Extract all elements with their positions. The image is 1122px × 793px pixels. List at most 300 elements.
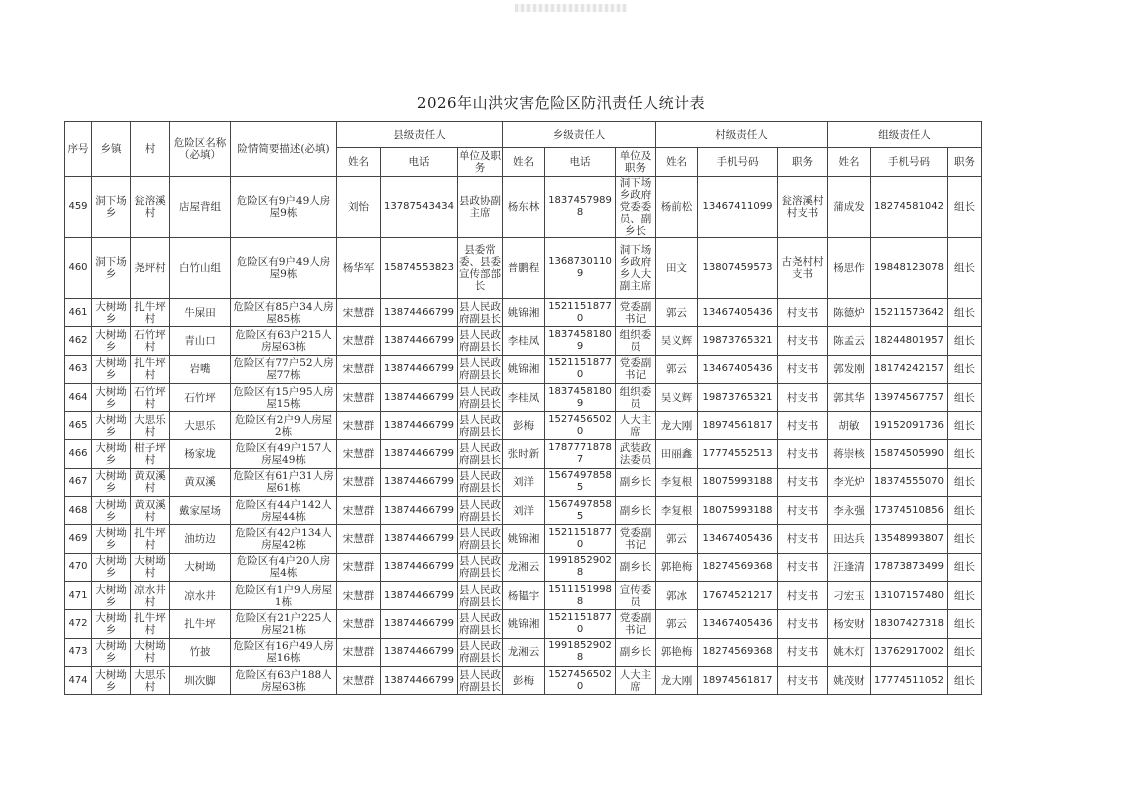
cell-group-duty: 组长 bbox=[948, 581, 982, 609]
cell-township-name: 姚锦湘 bbox=[503, 525, 545, 553]
cell-zone: 圳次脚 bbox=[170, 666, 231, 694]
cell-group-mobile: 17873873499 bbox=[871, 553, 948, 581]
cell-group-duty: 组长 bbox=[948, 412, 982, 440]
cell-village: 大树坳村 bbox=[131, 638, 170, 666]
cell-township-unit: 人大主席 bbox=[616, 412, 656, 440]
cell-group-duty: 组长 bbox=[948, 525, 982, 553]
cell-township-name: 姚锦湘 bbox=[503, 299, 545, 327]
table-body bbox=[65, 177, 982, 695]
cell-group-name: 蒋崇核 bbox=[828, 440, 871, 468]
cell-zone: 戴家屋场 bbox=[170, 497, 231, 525]
cell-group-duty: 组长 bbox=[948, 327, 982, 355]
cell-town: 大树坳乡 bbox=[92, 440, 131, 468]
cell-seq: 462 bbox=[65, 327, 92, 355]
cell-county-name: 宋慧群 bbox=[337, 525, 381, 553]
cell-group-name: 陈德炉 bbox=[828, 299, 871, 327]
cell-seq: 459 bbox=[65, 177, 92, 238]
cell-county-name: 宋慧群 bbox=[337, 553, 381, 581]
cell-township-name: 张时新 bbox=[503, 440, 545, 468]
cell-town: 大树坳乡 bbox=[92, 497, 131, 525]
cell-village-mobile: 13467405436 bbox=[698, 525, 778, 553]
cell-village: 扎牛坪村 bbox=[131, 355, 170, 383]
cell-group-mobile: 19152091736 bbox=[871, 412, 948, 440]
cell-village: 黄双溪村 bbox=[131, 468, 170, 496]
header-county-unit: 单位及职务 bbox=[458, 148, 503, 177]
cell-town: 洞下场乡 bbox=[92, 177, 131, 238]
cell-village-name: 李复根 bbox=[656, 468, 698, 496]
cell-group-mobile: 18244801957 bbox=[871, 327, 948, 355]
cell-seq: 468 bbox=[65, 497, 92, 525]
cell-county-unit: 县人民政府副县长 bbox=[458, 525, 503, 553]
cell-county-phone: 13874466799 bbox=[381, 610, 458, 638]
cell-county-name: 宋慧群 bbox=[337, 440, 381, 468]
cell-village-name: 吴义辉 bbox=[656, 383, 698, 411]
cell-county-name: 宋慧群 bbox=[337, 327, 381, 355]
cell-village-mobile: 17774552513 bbox=[698, 440, 778, 468]
cell-township-name: 彭梅 bbox=[503, 412, 545, 440]
header-group-duty: 职务 bbox=[948, 148, 982, 177]
cell-village-duty: 村支书 bbox=[778, 525, 828, 553]
cell-village-name: 杨前松 bbox=[656, 177, 698, 238]
cell-county-name: 宋慧群 bbox=[337, 299, 381, 327]
scan-artifact bbox=[515, 4, 627, 12]
cell-township-unit: 洞下场乡政府党委委员、副乡长 bbox=[616, 177, 656, 238]
cell-county-unit: 县人民政府副县长 bbox=[458, 383, 503, 411]
cell-village-mobile: 13807459573 bbox=[698, 238, 778, 299]
cell-county-name: 宋慧群 bbox=[337, 581, 381, 609]
cell-county-name: 宋慧群 bbox=[337, 412, 381, 440]
cell-township-phone: 17877718787 bbox=[545, 440, 616, 468]
cell-group-duty: 组长 bbox=[948, 497, 982, 525]
cell-group-mobile: 15211573642 bbox=[871, 299, 948, 327]
cell-village-duty: 村支书 bbox=[778, 666, 828, 694]
cell-village: 扎牛坪村 bbox=[131, 610, 170, 638]
cell-town: 大树坳乡 bbox=[92, 383, 131, 411]
cell-county-name: 宋慧群 bbox=[337, 638, 381, 666]
cell-group-name: 汪逢清 bbox=[828, 553, 871, 581]
cell-village: 大思乐村 bbox=[131, 666, 170, 694]
cell-seq: 464 bbox=[65, 383, 92, 411]
cell-village-name: 田丽鑫 bbox=[656, 440, 698, 468]
cell-zone: 竹披 bbox=[170, 638, 231, 666]
cell-town: 大树坳乡 bbox=[92, 638, 131, 666]
cell-group-name: 郭其华 bbox=[828, 383, 871, 411]
cell-desc: 危险区有15户95人房屋15栋 bbox=[231, 383, 337, 411]
cell-township-name: 刘洋 bbox=[503, 468, 545, 496]
cell-county-phone: 13874466799 bbox=[381, 327, 458, 355]
header-county-name: 姓名 bbox=[337, 148, 381, 177]
cell-county-phone: 13874466799 bbox=[381, 581, 458, 609]
cell-zone: 青山口 bbox=[170, 327, 231, 355]
cell-seq: 466 bbox=[65, 440, 92, 468]
cell-village-mobile: 18075993188 bbox=[698, 468, 778, 496]
cell-township-phone: 15211518770 bbox=[545, 355, 616, 383]
cell-county-phone: 13874466799 bbox=[381, 497, 458, 525]
cell-county-unit: 县人民政府副县长 bbox=[458, 497, 503, 525]
cell-desc: 危险区有49户157人房屋49栋 bbox=[231, 440, 337, 468]
cell-desc: 危险区有85户34人房屋85栋 bbox=[231, 299, 337, 327]
table-row bbox=[65, 666, 982, 694]
cell-township-phone: 15674978585 bbox=[545, 497, 616, 525]
cell-village: 黄双溪村 bbox=[131, 497, 170, 525]
cell-town: 大树坳乡 bbox=[92, 610, 131, 638]
cell-county-name: 宋慧群 bbox=[337, 355, 381, 383]
cell-village-name: 龙大刚 bbox=[656, 412, 698, 440]
cell-township-name: 姚锦湘 bbox=[503, 610, 545, 638]
cell-village: 瓮溶溪村 bbox=[131, 177, 170, 238]
cell-township-name: 姚锦湘 bbox=[503, 355, 545, 383]
cell-group-mobile: 18374555070 bbox=[871, 468, 948, 496]
cell-county-unit: 县人民政府副县长 bbox=[458, 468, 503, 496]
cell-group-mobile: 13107157480 bbox=[871, 581, 948, 609]
cell-township-phone: 19918529028 bbox=[545, 638, 616, 666]
cell-group-mobile: 18307427318 bbox=[871, 610, 948, 638]
cell-county-name: 宋慧群 bbox=[337, 610, 381, 638]
cell-town: 大树坳乡 bbox=[92, 468, 131, 496]
cell-seq: 465 bbox=[65, 412, 92, 440]
cell-county-unit: 县政协副主席 bbox=[458, 177, 503, 238]
table-row bbox=[65, 299, 982, 327]
cell-desc: 危险区有16户49人房屋16栋 bbox=[231, 638, 337, 666]
cell-township-unit: 人大主席 bbox=[616, 666, 656, 694]
header-group-name: 姓名 bbox=[828, 148, 871, 177]
cell-village-duty: 村支书 bbox=[778, 497, 828, 525]
cell-township-name: 龙湘云 bbox=[503, 638, 545, 666]
cell-village-mobile: 13467405436 bbox=[698, 299, 778, 327]
cell-town: 大树坳乡 bbox=[92, 525, 131, 553]
cell-township-name: 龙湘云 bbox=[503, 553, 545, 581]
cell-group-duty: 组长 bbox=[948, 440, 982, 468]
table-row bbox=[65, 497, 982, 525]
header-village-name: 姓名 bbox=[656, 148, 698, 177]
cell-village-name: 吴义辉 bbox=[656, 327, 698, 355]
cell-village-name: 郭冰 bbox=[656, 581, 698, 609]
cell-township-unit: 洞下场乡政府乡人大副主席 bbox=[616, 238, 656, 299]
cell-township-unit: 武装政法委员 bbox=[616, 440, 656, 468]
cell-zone: 油坊边 bbox=[170, 525, 231, 553]
cell-group-name: 杨安财 bbox=[828, 610, 871, 638]
cell-village-duty: 村支书 bbox=[778, 355, 828, 383]
responsibility-table bbox=[64, 121, 982, 695]
cell-township-phone: 15211518770 bbox=[545, 299, 616, 327]
header-township-unit: 单位及职务 bbox=[616, 148, 656, 177]
cell-group-duty: 组长 bbox=[948, 553, 982, 581]
header-county-phone: 电话 bbox=[381, 148, 458, 177]
cell-town: 大树坳乡 bbox=[92, 581, 131, 609]
cell-group-duty: 组长 bbox=[948, 383, 982, 411]
cell-township-phone: 13687301109 bbox=[545, 238, 616, 299]
cell-village-mobile: 13467405436 bbox=[698, 355, 778, 383]
cell-village-name: 郭艳梅 bbox=[656, 638, 698, 666]
cell-township-name: 李桂凤 bbox=[503, 383, 545, 411]
cell-group-mobile: 15874505990 bbox=[871, 440, 948, 468]
cell-town: 大树坳乡 bbox=[92, 327, 131, 355]
cell-village: 石竹坪村 bbox=[131, 383, 170, 411]
cell-group-duty: 组长 bbox=[948, 177, 982, 238]
header-seq: 序号 bbox=[65, 122, 92, 177]
cell-zone: 白竹山组 bbox=[170, 238, 231, 299]
cell-zone: 扎牛坪 bbox=[170, 610, 231, 638]
header-village-duty: 职务 bbox=[778, 148, 828, 177]
cell-group-duty: 组长 bbox=[948, 355, 982, 383]
cell-township-unit: 党委副书记 bbox=[616, 525, 656, 553]
cell-group-name: 郭发刚 bbox=[828, 355, 871, 383]
cell-village-name: 郭艳梅 bbox=[656, 553, 698, 581]
cell-village-name: 李复根 bbox=[656, 497, 698, 525]
cell-zone: 岩嘴 bbox=[170, 355, 231, 383]
cell-village-name: 田文 bbox=[656, 238, 698, 299]
cell-township-phone: 15674978585 bbox=[545, 468, 616, 496]
cell-county-unit: 县人民政府副县长 bbox=[458, 327, 503, 355]
cell-desc: 危险区有44户142人房屋44栋 bbox=[231, 497, 337, 525]
cell-village-duty: 村支书 bbox=[778, 412, 828, 440]
cell-seq: 471 bbox=[65, 581, 92, 609]
cell-village: 扎牛坪村 bbox=[131, 525, 170, 553]
header-group: 组级责任人 bbox=[828, 122, 982, 148]
cell-group-mobile: 17374510856 bbox=[871, 497, 948, 525]
cell-desc: 危险区有4户20人房屋4栋 bbox=[231, 553, 337, 581]
cell-county-unit: 县人民政府副县长 bbox=[458, 581, 503, 609]
cell-county-phone: 13874466799 bbox=[381, 553, 458, 581]
cell-village-duty: 瓮溶溪村村支书 bbox=[778, 177, 828, 238]
table-row bbox=[65, 581, 982, 609]
cell-town: 洞下场乡 bbox=[92, 238, 131, 299]
cell-desc: 危险区有63户188人房屋63栋 bbox=[231, 666, 337, 694]
table-row bbox=[65, 610, 982, 638]
cell-township-unit: 副乡长 bbox=[616, 497, 656, 525]
cell-village-mobile: 18274569368 bbox=[698, 553, 778, 581]
cell-group-mobile: 17774511052 bbox=[871, 666, 948, 694]
cell-county-unit: 县人民政府副县长 bbox=[458, 299, 503, 327]
cell-town: 大树坳乡 bbox=[92, 412, 131, 440]
cell-village-mobile: 18274569368 bbox=[698, 638, 778, 666]
cell-village-duty: 村支书 bbox=[778, 383, 828, 411]
cell-village-duty: 村支书 bbox=[778, 299, 828, 327]
cell-village: 扎牛坪村 bbox=[131, 299, 170, 327]
table-row bbox=[65, 440, 982, 468]
cell-village: 石竹坪村 bbox=[131, 327, 170, 355]
cell-township-phone: 15274565020 bbox=[545, 412, 616, 440]
cell-desc: 危险区有1户9人房屋1栋 bbox=[231, 581, 337, 609]
cell-township-unit: 组织委员 bbox=[616, 383, 656, 411]
cell-county-name: 宋慧群 bbox=[337, 497, 381, 525]
cell-town: 大树坳乡 bbox=[92, 553, 131, 581]
cell-county-phone: 13874466799 bbox=[381, 638, 458, 666]
cell-village-mobile: 18075993188 bbox=[698, 497, 778, 525]
cell-village-mobile: 18974561817 bbox=[698, 666, 778, 694]
cell-group-duty: 组长 bbox=[948, 666, 982, 694]
table-row bbox=[65, 412, 982, 440]
cell-township-phone: 18374581809 bbox=[545, 383, 616, 411]
cell-seq: 467 bbox=[65, 468, 92, 496]
cell-village-name: 郭云 bbox=[656, 355, 698, 383]
cell-seq: 460 bbox=[65, 238, 92, 299]
cell-group-mobile: 18174242157 bbox=[871, 355, 948, 383]
cell-village-name: 郭云 bbox=[656, 610, 698, 638]
cell-village-duty: 村支书 bbox=[778, 468, 828, 496]
cell-group-name: 李光炉 bbox=[828, 468, 871, 496]
cell-seq: 461 bbox=[65, 299, 92, 327]
cell-zone: 大树坳 bbox=[170, 553, 231, 581]
cell-township-unit: 副乡长 bbox=[616, 468, 656, 496]
cell-seq: 473 bbox=[65, 638, 92, 666]
cell-township-phone: 15211518770 bbox=[545, 610, 616, 638]
cell-zone: 黄双溪 bbox=[170, 468, 231, 496]
cell-group-name: 刁宏玉 bbox=[828, 581, 871, 609]
cell-group-mobile: 18274581042 bbox=[871, 177, 948, 238]
cell-zone: 凉水井 bbox=[170, 581, 231, 609]
cell-village-name: 龙大刚 bbox=[656, 666, 698, 694]
cell-desc: 危险区有9户49人房屋9栋 bbox=[231, 177, 337, 238]
table-row bbox=[65, 238, 982, 299]
cell-county-phone: 15874553823 bbox=[381, 238, 458, 299]
cell-village: 大思乐村 bbox=[131, 412, 170, 440]
header-town: 乡镇 bbox=[92, 122, 131, 177]
cell-village: 凉水井村 bbox=[131, 581, 170, 609]
table-row bbox=[65, 355, 982, 383]
cell-county-unit: 县人民政府副县长 bbox=[458, 638, 503, 666]
cell-county-unit: 县人民政府副县长 bbox=[458, 412, 503, 440]
cell-village-name: 郭云 bbox=[656, 299, 698, 327]
cell-group-name: 姚茂财 bbox=[828, 666, 871, 694]
cell-township-name: 杨东林 bbox=[503, 177, 545, 238]
page-title: 2026年山洪灾害危险区防汛责任人统计表 bbox=[416, 94, 706, 112]
cell-village-duty: 村支书 bbox=[778, 610, 828, 638]
cell-township-name: 刘洋 bbox=[503, 497, 545, 525]
cell-desc: 危险区有9户49人房屋9栋 bbox=[231, 238, 337, 299]
cell-town: 大树坳乡 bbox=[92, 666, 131, 694]
cell-group-name: 杨思作 bbox=[828, 238, 871, 299]
cell-county-name: 宋慧群 bbox=[337, 468, 381, 496]
cell-village-mobile: 13467411099 bbox=[698, 177, 778, 238]
table-row bbox=[65, 177, 982, 238]
cell-town: 大树坳乡 bbox=[92, 299, 131, 327]
header-desc: 险情简要描述(必填) bbox=[231, 122, 337, 177]
cell-group-mobile: 13762917002 bbox=[871, 638, 948, 666]
cell-group-name: 蒲成发 bbox=[828, 177, 871, 238]
cell-group-name: 李永强 bbox=[828, 497, 871, 525]
header-zone: 危险区名称（必填） bbox=[170, 122, 231, 177]
header-group-mobile: 手机号码 bbox=[871, 148, 948, 177]
table-row bbox=[65, 638, 982, 666]
cell-village: 柑子坪村 bbox=[131, 440, 170, 468]
cell-township-unit: 党委副书记 bbox=[616, 610, 656, 638]
cell-county-unit: 县人民政府副县长 bbox=[458, 610, 503, 638]
cell-county-name: 宋慧群 bbox=[337, 666, 381, 694]
cell-group-duty: 组长 bbox=[948, 638, 982, 666]
cell-township-unit: 副乡长 bbox=[616, 553, 656, 581]
cell-village: 尧坪村 bbox=[131, 238, 170, 299]
header-village: 村 bbox=[131, 122, 170, 177]
cell-zone: 牛屎田 bbox=[170, 299, 231, 327]
cell-group-name: 陈孟云 bbox=[828, 327, 871, 355]
cell-township-unit: 宣传委员 bbox=[616, 581, 656, 609]
table-row bbox=[65, 383, 982, 411]
cell-seq: 470 bbox=[65, 553, 92, 581]
cell-township-phone: 15274565020 bbox=[545, 666, 616, 694]
cell-group-duty: 组长 bbox=[948, 468, 982, 496]
header-county: 县级责任人 bbox=[337, 122, 503, 148]
cell-village-mobile: 17674521217 bbox=[698, 581, 778, 609]
cell-county-unit: 县人民政府副县长 bbox=[458, 666, 503, 694]
cell-town: 大树坳乡 bbox=[92, 355, 131, 383]
cell-village-duty: 村支书 bbox=[778, 440, 828, 468]
cell-village-duty: 古尧村村支书 bbox=[778, 238, 828, 299]
cell-township-phone: 15211518770 bbox=[545, 525, 616, 553]
cell-county-phone: 13874466799 bbox=[381, 355, 458, 383]
cell-village-mobile: 13467405436 bbox=[698, 610, 778, 638]
cell-township-name: 杨韫宇 bbox=[503, 581, 545, 609]
cell-group-duty: 组长 bbox=[948, 299, 982, 327]
cell-group-mobile: 13548993807 bbox=[871, 525, 948, 553]
cell-zone: 石竹坪 bbox=[170, 383, 231, 411]
cell-county-unit: 县人民政府副县长 bbox=[458, 553, 503, 581]
cell-township-phone: 18374579898 bbox=[545, 177, 616, 238]
cell-village: 大树坳村 bbox=[131, 553, 170, 581]
cell-village-name: 郭云 bbox=[656, 525, 698, 553]
cell-township-unit: 党委副书记 bbox=[616, 299, 656, 327]
cell-group-duty: 组长 bbox=[948, 610, 982, 638]
table-row bbox=[65, 327, 982, 355]
cell-village-mobile: 18974561817 bbox=[698, 412, 778, 440]
cell-county-phone: 13874466799 bbox=[381, 468, 458, 496]
cell-village-mobile: 19873765321 bbox=[698, 327, 778, 355]
cell-village-duty: 村支书 bbox=[778, 327, 828, 355]
cell-county-phone: 13874466799 bbox=[381, 666, 458, 694]
cell-village-duty: 村支书 bbox=[778, 638, 828, 666]
cell-group-duty: 组长 bbox=[948, 238, 982, 299]
cell-seq: 472 bbox=[65, 610, 92, 638]
cell-desc: 危险区有42户134人房屋42栋 bbox=[231, 525, 337, 553]
cell-desc: 危险区有61户31人房屋61栋 bbox=[231, 468, 337, 496]
cell-seq: 469 bbox=[65, 525, 92, 553]
cell-county-unit: 县委常委、县委宣传部部长 bbox=[458, 238, 503, 299]
cell-village-duty: 村支书 bbox=[778, 553, 828, 581]
cell-township-phone: 19918529028 bbox=[545, 553, 616, 581]
cell-county-name: 宋慧群 bbox=[337, 383, 381, 411]
cell-zone: 大思乐 bbox=[170, 412, 231, 440]
cell-township-name: 彭梅 bbox=[503, 666, 545, 694]
cell-zone: 杨家垅 bbox=[170, 440, 231, 468]
cell-group-name: 姚木灯 bbox=[828, 638, 871, 666]
cell-group-mobile: 19848123078 bbox=[871, 238, 948, 299]
header-village-mobile: 手机号码 bbox=[698, 148, 778, 177]
cell-county-phone: 13787543434 bbox=[381, 177, 458, 238]
table-row bbox=[65, 525, 982, 553]
header-village-level: 村级责任人 bbox=[656, 122, 828, 148]
table-row bbox=[65, 553, 982, 581]
cell-group-mobile: 13974567757 bbox=[871, 383, 948, 411]
cell-desc: 危险区有21户225人房屋21栋 bbox=[231, 610, 337, 638]
cell-county-phone: 13874466799 bbox=[381, 412, 458, 440]
cell-township-phone: 15111519988 bbox=[545, 581, 616, 609]
cell-township-phone: 18374581809 bbox=[545, 327, 616, 355]
cell-county-phone: 13874466799 bbox=[381, 383, 458, 411]
cell-county-name: 杨华军 bbox=[337, 238, 381, 299]
cell-county-phone: 13874466799 bbox=[381, 525, 458, 553]
cell-county-unit: 县人民政府副县长 bbox=[458, 440, 503, 468]
cell-group-name: 田达兵 bbox=[828, 525, 871, 553]
cell-township-unit: 组织委员 bbox=[616, 327, 656, 355]
cell-county-phone: 13874466799 bbox=[381, 440, 458, 468]
cell-village-duty: 村支书 bbox=[778, 581, 828, 609]
cell-desc: 危险区有63户215人房屋63栋 bbox=[231, 327, 337, 355]
header-township-phone: 电话 bbox=[545, 148, 616, 177]
table-row bbox=[65, 468, 982, 496]
cell-seq: 463 bbox=[65, 355, 92, 383]
cell-desc: 危险区有2户9人房屋2栋 bbox=[231, 412, 337, 440]
cell-seq: 474 bbox=[65, 666, 92, 694]
